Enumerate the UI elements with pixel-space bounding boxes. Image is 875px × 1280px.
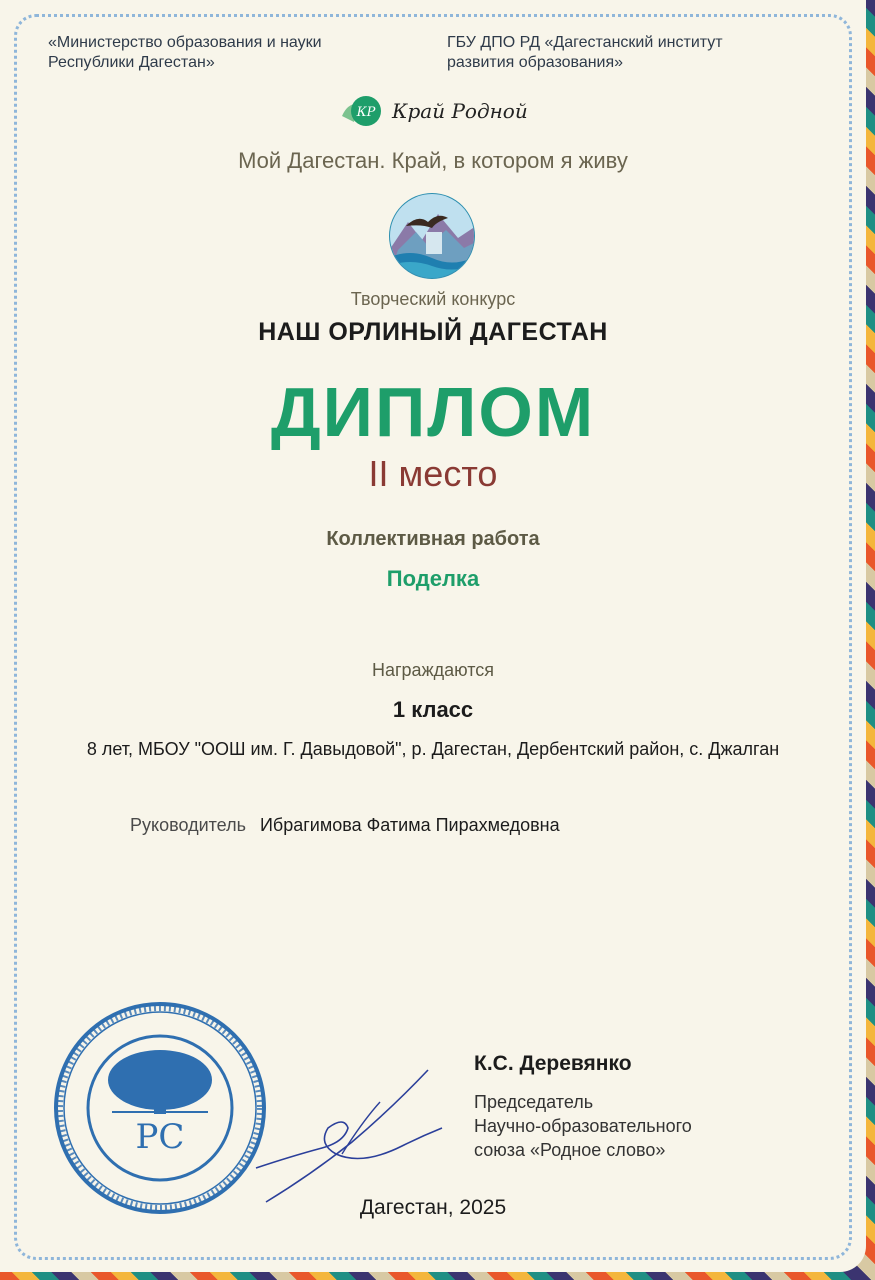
header-left-line1: «Министерство образования и науки bbox=[48, 34, 322, 51]
header-right-line2: развития образования» bbox=[447, 54, 624, 71]
tree-icon bbox=[108, 1050, 212, 1114]
seal-monogram: РС bbox=[135, 1117, 185, 1157]
signer-position-line2: Научно-образовательного bbox=[474, 1116, 692, 1136]
place: II место bbox=[368, 453, 498, 494]
work-type: Коллективная работа bbox=[326, 528, 540, 550]
header-left bbox=[48, 33, 322, 73]
contest-emblem-icon bbox=[388, 192, 476, 280]
leader-line bbox=[130, 815, 560, 836]
header-right-line1: ГБУ ДПО РД «Дагестанский институт bbox=[447, 34, 723, 51]
subtitle: Мой Дагестан. Край, в котором я живу bbox=[238, 148, 628, 173]
contest-name: НАШ ОРЛИНЫЙ ДАГЕСТАН bbox=[258, 318, 608, 346]
signer-name: К.С. Деревянко bbox=[474, 1052, 632, 1075]
footer-place-year: Дагестан, 2025 bbox=[359, 1196, 507, 1219]
awarded-details: 8 лет, МБОУ "ООШ им. Г. Давыдовой", р. Дагестан, Дербентский район, с. Джалган bbox=[86, 739, 780, 759]
awarded-grade: 1 класс bbox=[392, 697, 474, 722]
svg-text:КР: КР bbox=[356, 105, 376, 120]
signer-position-line3: союза «Родное слово» bbox=[474, 1140, 666, 1160]
signer-position-line1: Председатель bbox=[474, 1092, 594, 1112]
diploma-title: ДИПЛОМ bbox=[270, 373, 596, 451]
awarded-label: Награждаются bbox=[371, 660, 495, 680]
organization-seal bbox=[52, 1000, 268, 1216]
contest-label: Творческий конкурс bbox=[350, 289, 516, 309]
kray-rodnoy-logo-icon bbox=[340, 94, 382, 128]
header-right bbox=[447, 33, 723, 73]
leader-name: Ибрагимова Фатима Пирахмедовна bbox=[259, 815, 560, 835]
leader-label: Руководитель bbox=[130, 815, 246, 835]
logo-text: Край Родной bbox=[392, 99, 528, 123]
kray-rodnoy-logo bbox=[340, 94, 528, 128]
signer-position bbox=[474, 1090, 692, 1162]
signature bbox=[252, 1062, 452, 1212]
work-category: Поделка bbox=[386, 566, 480, 591]
header-left-line2: Республики Дагестан» bbox=[48, 54, 215, 71]
